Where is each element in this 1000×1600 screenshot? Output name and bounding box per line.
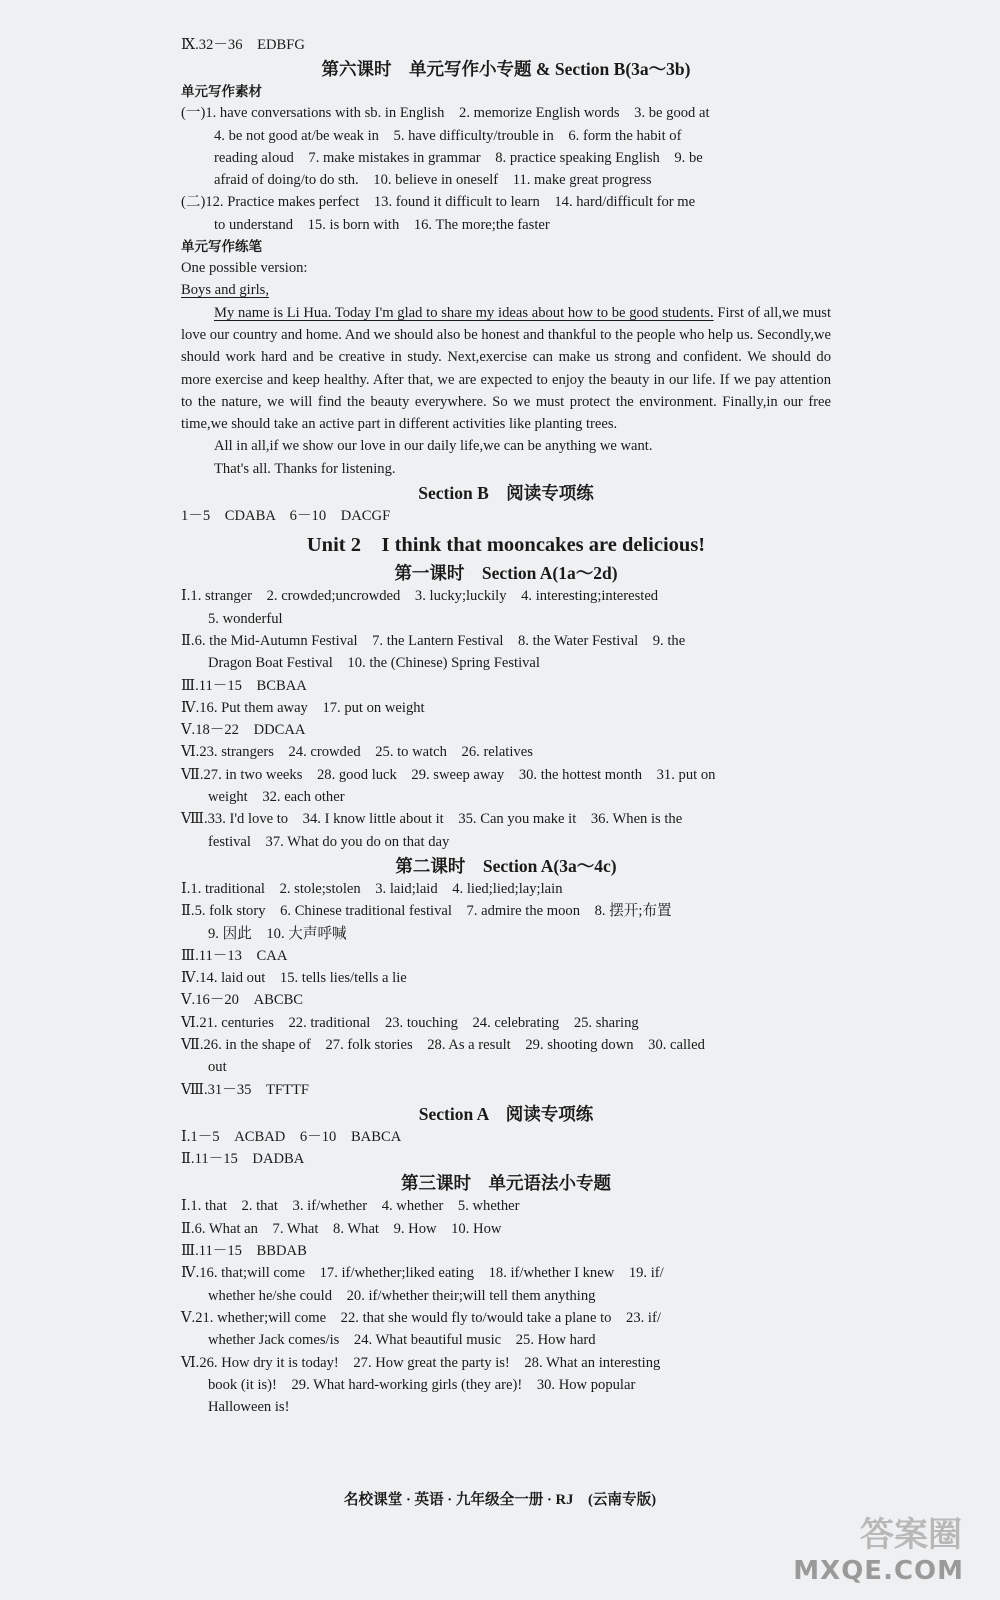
answer-line: Ⅴ.21. whether;will come 22. that she would fly to/would take a plane to 23. if/ bbox=[181, 1309, 661, 1326]
essay-paragraph-2: All in all,if we show our love in our daily life,we can be anything we want. bbox=[214, 438, 653, 455]
answer-line: Ⅵ.21. centuries 22. traditional 23. touching 24. celebrating 25. sharing bbox=[181, 1014, 639, 1031]
answer-line: Ⅱ.11－15 DADBA bbox=[181, 1151, 305, 1168]
answer-line: Ⅳ.16. that;will come 17. if/whether;liked eating 18. if/whether I knew 19. if/ bbox=[181, 1265, 664, 1282]
answer-line: 1－5 CDABA 6－10 DACGF bbox=[181, 508, 391, 525]
answer-line: Ⅱ.6. What an 7. What 8. What 9. How 10. How bbox=[181, 1220, 502, 1237]
answer-line: (二)12. Practice makes perfect 13. found it difficult to learn 14. hard/difficult for me bbox=[181, 194, 696, 211]
answer-line: Ⅰ.1. that 2. that 3. if/whether 4. whether 5. whether bbox=[181, 1198, 520, 1215]
answer-line: Ⅵ.23. strangers 24. crowded 25. to watch 26. relatives bbox=[181, 744, 533, 761]
materials-label: 单元写作素材 bbox=[181, 84, 262, 100]
watermark-url: MXQE.COM bbox=[793, 1556, 964, 1586]
essay-underlined: My name is Li Hua. Today I'm glad to share my ideas about how to be good students. bbox=[214, 304, 714, 321]
answer-line: Ⅱ.6. the Mid-Autumn Festival 7. the Lantern Festival 8. the Water Festival 9. the bbox=[181, 632, 686, 649]
answer-line: whether he/she could 20. if/whether their;will tell them anything bbox=[208, 1287, 596, 1304]
lesson6-title: 第六课时 单元写作小专题 & Section B(3a～3b) bbox=[321, 59, 691, 80]
answer-line: weight 32. each other bbox=[208, 789, 345, 806]
answer-line: Ⅸ.32－36 EDBFG bbox=[181, 37, 305, 53]
answer-line: out bbox=[208, 1059, 227, 1076]
answer-line: Ⅴ.16－20 ABCBC bbox=[181, 992, 304, 1009]
answer-line: Ⅷ.31－35 TFTTF bbox=[181, 1081, 309, 1098]
answer-content bbox=[181, 34, 831, 1418]
essay-body: First of all,we must love our country and home. And we should also be honest and thankful to the people who help us. Secondly,we should work hard and be creative in study. Next,exercise can make us strong and confident. We should do more exercise and keep healthy. After that, we are expected to enjoy the beauty in our life. If we pay attention to the nature, we will find the beauty everywhere. So we must protect the environment. Finally,in our free time,we should take an active part in different activities like planting trees. bbox=[181, 304, 831, 433]
answer-line: Ⅲ.11－13 CAA bbox=[181, 947, 288, 964]
answer-line: (一)1. have conversations with sb. in English 2. memorize English words 3. be good at bbox=[181, 105, 710, 122]
answer-line: Ⅰ.1. stranger 2. crowded;uncrowded 3. lucky;luckily 4. interesting;interested bbox=[181, 588, 659, 605]
answer-line: 9. 因此 10. 大声呼喊 bbox=[208, 925, 347, 942]
practice-label: 单元写作练笔 bbox=[181, 239, 262, 255]
answer-line: Ⅵ.26. How dry it is today! 27. How great the party is! 28. What an interesting bbox=[181, 1354, 661, 1371]
section-a-title: Section A 阅读专项练 bbox=[418, 1103, 594, 1124]
lesson3-title: 第三课时 单元语法小专题 bbox=[401, 1173, 611, 1194]
answer-line: Ⅶ.27. in two weeks 28. good luck 29. sweep away 30. the hottest month 31. put on bbox=[181, 766, 716, 783]
answer-line: Ⅰ.1－5 ACBAD 6－10 BABCA bbox=[181, 1128, 402, 1145]
answer-line: Ⅴ.18－22 DDCAA bbox=[181, 722, 306, 739]
lesson2-title: 第二课时 Section A(3a～4c) bbox=[395, 855, 617, 876]
lesson1-title: 第一课时 Section A(1a～2d) bbox=[394, 563, 618, 584]
answer-line: festival 37. What do you do on that day bbox=[208, 833, 450, 850]
answer-line: reading aloud 7. make mistakes in grammar 8. practice speaking English 9. be bbox=[214, 149, 703, 166]
answer-line: Ⅳ.14. laid out 15. tells lies/tells a lie bbox=[181, 970, 407, 987]
version-label: One possible version: bbox=[181, 260, 308, 277]
answer-line: 4. be not good at/be weak in 5. have difficulty/trouble in 6. form the habit of bbox=[214, 127, 682, 144]
essay-paragraph bbox=[181, 302, 831, 436]
essay-paragraph-3: That's all. Thanks for listening. bbox=[214, 460, 396, 477]
answer-line: whether Jack comes/is 24. What beautiful music 25. How hard bbox=[208, 1332, 596, 1349]
answer-line: Ⅲ.11－15 BBDAB bbox=[181, 1243, 307, 1260]
answer-line: book (it is)! 29. What hard-working girls (they are)! 30. How popular bbox=[208, 1376, 636, 1393]
page-footer: 名校课堂 · 英语 · 九年级全一册 · RJ (云南专版) bbox=[343, 1492, 657, 1508]
answer-line: Ⅷ.33. I'd love to 34. I know little about it 35. Can you make it 36. When is the bbox=[181, 811, 683, 828]
answer-line: Ⅱ.5. folk story 6. Chinese traditional festival 7. admire the moon 8. 摆开;布置 bbox=[181, 903, 672, 920]
answer-line: afraid of doing/to do sth. 10. believe in oneself 11. make great progress bbox=[214, 172, 652, 189]
answer-line: Ⅲ.11－15 BCBAA bbox=[181, 677, 307, 694]
watermark-logo-text: 答案圈 bbox=[860, 1515, 962, 1555]
answer-line: 5. wonderful bbox=[208, 610, 283, 627]
section-b-title: Section B 阅读专项练 bbox=[418, 483, 594, 504]
answer-line: Ⅶ.26. in the shape of 27. folk stories 28. As a result 29. shooting down 30. called bbox=[181, 1036, 705, 1053]
answer-line: Dragon Boat Festival 10. the (Chinese) Spring Festival bbox=[208, 655, 540, 672]
unit-title: Unit 2 I think that mooncakes are delicious! bbox=[306, 534, 706, 557]
essay-greeting: Boys and girls, bbox=[181, 282, 269, 299]
answer-line: Ⅰ.1. traditional 2. stole;stolen 3. laid;laid 4. lied;lied;lay;lain bbox=[181, 880, 563, 897]
answer-line: Halloween is! bbox=[208, 1399, 290, 1416]
answer-line: to understand 15. is born with 16. The more;the faster bbox=[214, 216, 550, 233]
answer-line: Ⅳ.16. Put them away 17. put on weight bbox=[181, 699, 425, 716]
